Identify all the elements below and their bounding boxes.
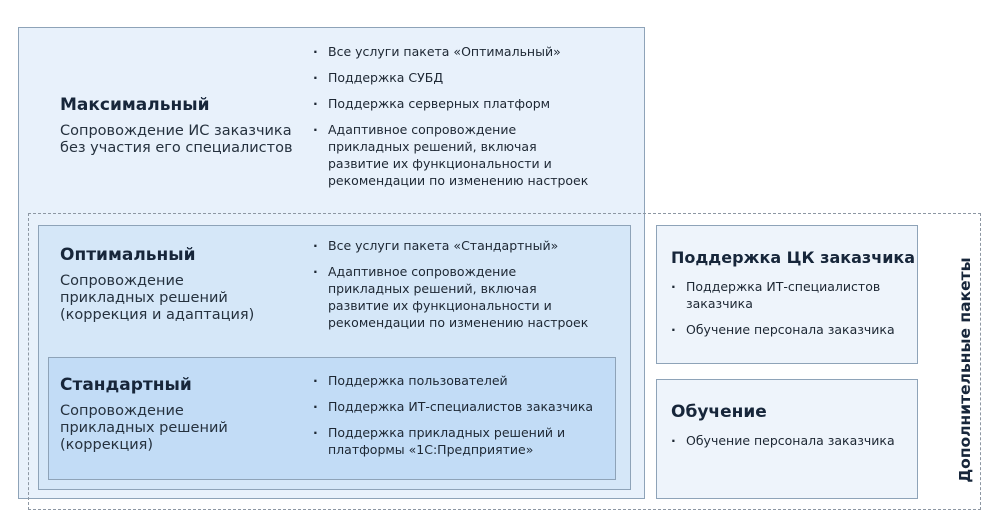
service-item: · Поддержка пользователей	[313, 372, 603, 389]
package-standard-services	[313, 372, 603, 458]
package-support-cc-title: Поддержка ЦК заказчика	[671, 248, 916, 267]
service-item: · Поддержка ИТ-специалистов заказчика	[671, 278, 906, 312]
package-optimal-services	[313, 237, 598, 331]
service-item: · Поддержка прикладных решений и платформы «1С:Предприятие»	[313, 424, 603, 458]
package-optimal-title: Оптимальный	[60, 245, 196, 265]
service-item: · Все услуги пакета «Стандартный»	[313, 237, 598, 254]
package-training-title: Обучение	[671, 402, 767, 422]
service-item: · Адаптивное сопровождение прикладных решений, включая развитие их функциональности и рекомендации по изменению настроек	[313, 263, 598, 331]
package-maximal-title: Максимальный	[60, 95, 210, 115]
package-standard-description: Сопровождение прикладных решений (коррекция)	[60, 403, 228, 453]
service-item: · Все услуги пакета «Оптимальный»	[313, 43, 598, 60]
package-standard-title: Стандартный	[60, 375, 192, 395]
package-optimal-description: Сопровождение прикладных решений (коррекция и адаптация)	[60, 273, 255, 323]
service-item: · Адаптивное сопровождение прикладных решений, включая развитие их функциональности и рекомендации по изменению настроек	[313, 121, 598, 189]
package-maximal-services	[313, 43, 598, 189]
service-item: · Поддержка серверных платформ	[313, 95, 598, 112]
additional-packages-label: Дополнительные пакеты	[956, 257, 974, 483]
service-item: · Обучение персонала заказчика	[671, 321, 906, 338]
service-item: · Поддержка ИТ-специалистов заказчика	[313, 398, 603, 415]
package-support-cc-services	[671, 278, 906, 338]
package-training-services	[671, 432, 906, 449]
package-maximal-description: Сопровождение ИС заказчика без участия его специалистов	[60, 123, 293, 156]
service-item: · Поддержка СУБД	[313, 69, 598, 86]
service-item: · Обучение персонала заказчика	[671, 432, 906, 449]
